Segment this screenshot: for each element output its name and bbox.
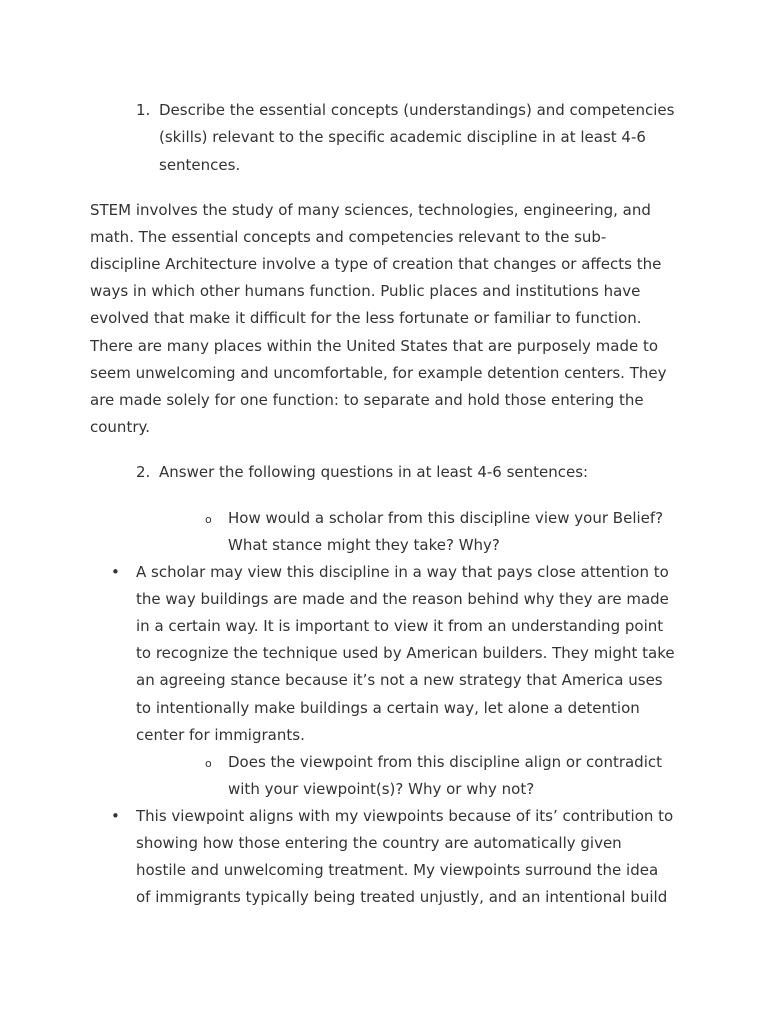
paragraph-line: math. The essential concepts and competencies relevant to the sub- xyxy=(90,228,607,246)
bullet-2-line: showing how those entering the country are automatically given xyxy=(136,834,622,852)
paragraph-line: country. xyxy=(90,418,150,436)
bullet-1-line: the way buildings are made and the reason behind why they are made xyxy=(136,590,669,608)
paragraph-line: There are many places within the United States that are purposely made to xyxy=(90,337,659,355)
paragraph-line: ways in which other humans function. Public places and institutions have xyxy=(90,282,641,300)
sub-bullet-marker: o xyxy=(205,513,212,526)
question-1-line: (skills) relevant to the specific academic discipline in at least 4-6 xyxy=(159,128,646,146)
sub-question-2-line: Does the viewpoint from this discipline align or contradict xyxy=(228,753,663,771)
question-1-line: Describe the essential concepts (understandings) and competencies xyxy=(159,101,675,119)
bullet-1-line: center for immigrants. xyxy=(136,726,305,744)
sub-question-1-line: What stance might they take? Why? xyxy=(228,536,500,554)
bullet-marker: • xyxy=(111,563,120,581)
bullet-1-line: an agreeing stance because it’s not a new strategy that America uses xyxy=(136,671,663,689)
bullet-1-line: to recognize the technique used by American builders. They might take xyxy=(136,644,675,662)
bullet-2-line: hostile and unwelcoming treatment. My viewpoints surround the idea xyxy=(136,861,659,879)
bullet-marker: • xyxy=(111,807,120,825)
bullet-1-line: in a certain way. It is important to view it from an understanding point xyxy=(136,617,664,635)
sub-question-1-line: How would a scholar from this discipline view your Belief? xyxy=(228,509,664,527)
sub-question-2-line: with your viewpoint(s)? Why or why not? xyxy=(228,780,535,798)
bullet-1-line: A scholar may view this discipline in a way that pays close attention to xyxy=(136,563,669,581)
question-2-line: Answer the following questions in at least 4-6 sentences: xyxy=(159,463,589,481)
sub-bullet-marker: o xyxy=(205,757,212,770)
paragraph-line: discipline Architecture involve a type of creation that changes or affects the xyxy=(90,255,662,273)
list-number-1: 1. xyxy=(136,101,151,119)
paragraph-line: evolved that make it difficult for the less fortunate or familiar to function. xyxy=(90,309,642,327)
bullet-2-line: of immigrants typically being treated unjustly, and an intentional build xyxy=(136,888,668,906)
list-number-2: 2. xyxy=(136,463,151,481)
paragraph-line: are made solely for one function: to separate and hold those entering the xyxy=(90,391,644,409)
paragraph-line: seem unwelcoming and uncomfortable, for example detention centers. They xyxy=(90,364,667,382)
bullet-1-line: to intentionally make buildings a certain way, let alone a detention xyxy=(136,699,640,717)
bullet-2-line: This viewpoint aligns with my viewpoints because of its’ contribution to xyxy=(136,807,674,825)
question-1-line: sentences. xyxy=(159,156,241,174)
paragraph-line: STEM involves the study of many sciences, technologies, engineering, and xyxy=(90,201,651,219)
